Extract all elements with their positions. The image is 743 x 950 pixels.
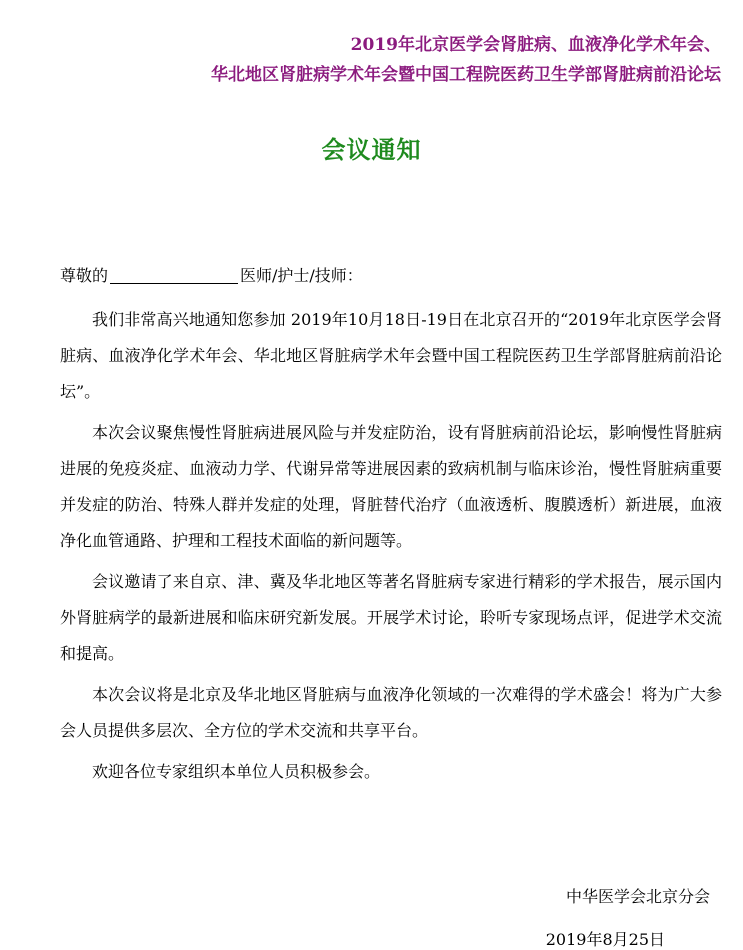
- notice-body: [60, 302, 722, 795]
- header-line-2: 华北地区肾脏病学术年会暨中国工程院医药卫生学部肾脏病前沿论坛: [211, 65, 721, 85]
- paragraph-topics: 本次会议聚焦慢性肾脏病进展风险与并发症防治，设有肾脏病前沿论坛，影响慢性肾脏病进展的免疫炎症、血液动力学、代谢异常等进展因素的致病机制与临床诊治，慢性肾脏病重要并发症的防治、特殊人群并发症的处理，肾脏替代治疗（血液透析、腹膜透析）新进展，血液净化血管通路、护理和工程技术面临的新问题等。: [60, 423, 722, 550]
- name-blank-line: [110, 265, 238, 284]
- header-line-1: 2019年北京医学会肾脏病、血液净化学术年会、: [350, 35, 721, 55]
- conference-header: [211, 30, 721, 90]
- paragraph-significance: 本次会议将是北京及华北地区肾脏病与血液净化领域的一次难得的学术盛会！将为广大参会人员提供多层次、全方位的学术交流和共享平台。: [60, 685, 722, 740]
- greeting-suffix: 医师/护士/技师：: [240, 266, 363, 285]
- paragraph-invitation: 我们非常高兴地通知您参加 2019年10月18日-19日在北京召开的“2019年北京医学会肾脏病、血液净化学术年会、华北地区肾脏病学术年会暨中国工程院医药卫生学部肾脏病前沿论坛”。: [60, 310, 722, 401]
- signature-date: 2019年8月25日: [545, 930, 665, 949]
- greeting-prefix: 尊敬的: [60, 266, 109, 285]
- paragraph-speakers: 会议邀请了来自京、津、冀及华北地区等著名肾脏病专家进行精彩的学术报告，展示国内外肾脏病学的最新进展和临床研究新发展。开展学术讨论，聆听专家现场点评，促进学术交流和提高。: [60, 572, 722, 663]
- signature-organization: 中华医学会北京分会: [565, 887, 710, 906]
- greeting: [60, 261, 363, 291]
- page-title: 会议通知: [321, 135, 422, 164]
- paragraph-welcome: 欢迎各位专家组织本单位人员积极参会。: [92, 762, 381, 781]
